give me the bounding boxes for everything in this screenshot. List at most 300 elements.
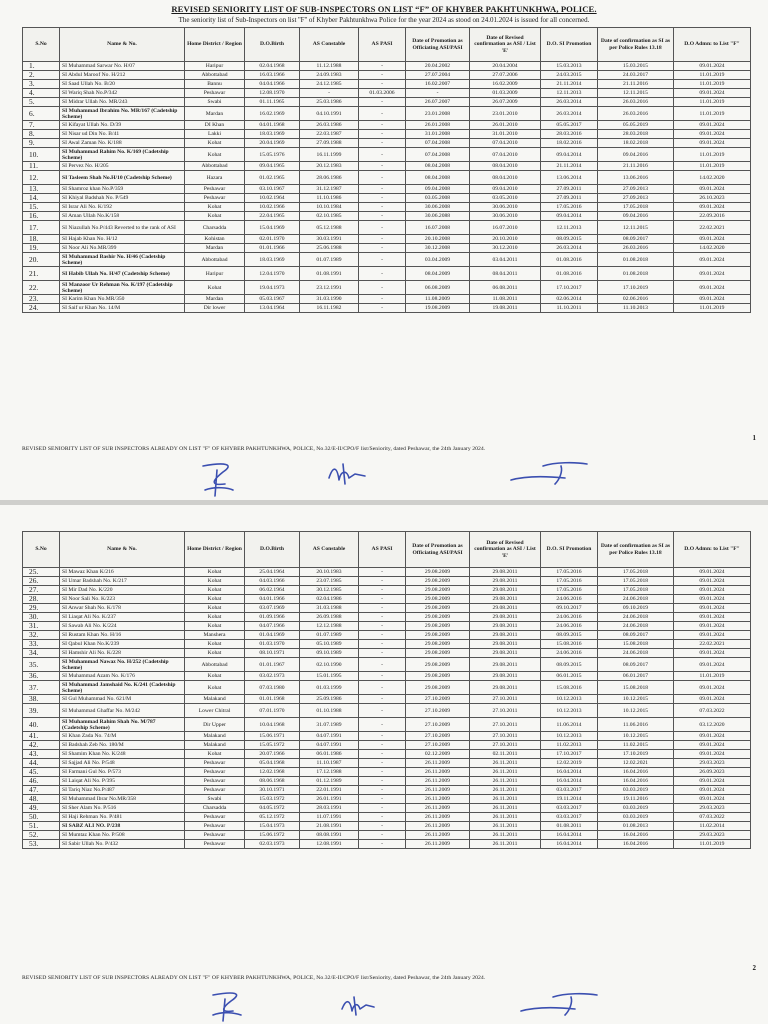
- table-cell: Abbottabad: [185, 658, 245, 672]
- officer-name: SI Shamroz khan No.P/359: [60, 185, 185, 194]
- table-cell: 18.03.1969: [245, 130, 300, 139]
- table-cell: 09.01.2024: [674, 741, 751, 750]
- table-cell: 08.04.2011: [470, 267, 541, 281]
- officer-name: SI Muhammad Rahim No. K/169 (Cadetship Scheme): [60, 148, 185, 162]
- table-cell: 01.08.2016: [541, 267, 598, 281]
- table-cell: 09.04.2008: [406, 185, 470, 194]
- table-cell: 03.03.2017: [541, 813, 598, 822]
- table-cell: 15.05.1976: [245, 148, 300, 162]
- signature-2-icon: [338, 995, 378, 1017]
- table-cell: 29.08.2011: [470, 604, 541, 613]
- table-cell: 09.04.2016: [598, 212, 674, 221]
- table-cell: Mardan: [185, 244, 245, 253]
- table-cell: 15.01.1995: [300, 672, 359, 681]
- table-cell: Kohat: [185, 148, 245, 162]
- table-cell: 12.02.2021: [598, 759, 674, 768]
- officer-name: SI Saif ur Khan No. 14/M: [60, 304, 185, 313]
- table-cell: 22.03.1987: [300, 130, 359, 139]
- table-cell: Peshawar: [185, 813, 245, 822]
- table-cell: -: [359, 577, 406, 586]
- table-cell: 09.01.2024: [674, 568, 751, 577]
- serial-number: 45.: [23, 768, 60, 777]
- officer-name: SI Midrar Ullah No. MR/243: [60, 98, 185, 107]
- table-cell: -: [359, 80, 406, 89]
- serial-number: 29.: [23, 604, 60, 613]
- table-cell: 22.02.2021: [674, 640, 751, 649]
- table-cell: 08.06.1968: [245, 777, 300, 786]
- table-cell: 05.03.1967: [245, 295, 300, 304]
- table-cell: 21.11.2016: [598, 162, 674, 171]
- table-cell: Kohat: [185, 139, 245, 148]
- table-cell: 27.09.2011: [541, 194, 598, 203]
- table-cell: 15.04.1969: [245, 221, 300, 235]
- table-cell: -: [359, 604, 406, 613]
- table-cell: 29.03.2023: [674, 804, 751, 813]
- table-cell: 31.01.2008: [406, 130, 470, 139]
- serial-number: 52.: [23, 831, 60, 840]
- table-cell: -: [359, 235, 406, 244]
- table-cell: -: [359, 831, 406, 840]
- table-cell: 03.10.1967: [245, 185, 300, 194]
- table-cell: 27.09.2011: [541, 185, 598, 194]
- table-cell: 28.06.1986: [300, 171, 359, 185]
- table-cell: 19.11.2016: [598, 795, 674, 804]
- table-cell: 08.09.2015: [541, 631, 598, 640]
- table-cell: 15.06.1971: [245, 732, 300, 741]
- table-cell: Hazara: [185, 171, 245, 185]
- table-cell: 29.08.2009: [406, 568, 470, 577]
- table-cell: 26.11.2011: [470, 840, 541, 849]
- table-cell: 04.07.1991: [300, 741, 359, 750]
- table-cell: 03.04.2009: [406, 253, 470, 267]
- table-cell: 26.03.2014: [541, 107, 598, 121]
- table-cell: 01.04.1969: [245, 631, 300, 640]
- table-cell: 03.05.2010: [470, 194, 541, 203]
- table-cell: 16.04.2016: [598, 831, 674, 840]
- table-cell: 27.10.2009: [406, 695, 470, 704]
- table-row: [23, 732, 751, 741]
- serial-number: 8.: [23, 130, 60, 139]
- table-cell: 01.09.1966: [245, 613, 300, 622]
- column-header: Name & No.: [60, 532, 185, 568]
- serial-number: 37.: [23, 681, 60, 695]
- officer-name: SI Sabir Ullah No. P/432: [60, 840, 185, 849]
- table-row: [23, 107, 751, 121]
- table-header-row: [23, 532, 751, 568]
- table-cell: 12.11.2015: [598, 89, 674, 98]
- table-cell: 09.01.2024: [674, 658, 751, 672]
- table-cell: 11.02.2014: [674, 822, 751, 831]
- table-cell: 30.12.2010: [470, 244, 541, 253]
- table-cell: 12.02.2019: [541, 759, 598, 768]
- table-cell: 09.01.2024: [674, 253, 751, 267]
- table-cell: 22.01.1991: [300, 786, 359, 795]
- serial-number: 19.: [23, 244, 60, 253]
- officer-name: SI Sawab Ali No. K/224: [60, 622, 185, 631]
- table-cell: 08.04.2009: [406, 267, 470, 281]
- table-cell: 01.12.1989: [300, 777, 359, 786]
- officer-name: SI Haji Rehman No. P/481: [60, 813, 185, 822]
- table-cell: 09.01.2024: [674, 613, 751, 622]
- table-cell: -: [359, 822, 406, 831]
- table-cell: 20.10.1983: [300, 568, 359, 577]
- table-cell: 10.12.2013: [541, 704, 598, 718]
- table-cell: 20.10.2008: [406, 235, 470, 244]
- table-cell: 20.04.2004: [470, 62, 541, 71]
- column-header: AS PASI: [359, 28, 406, 62]
- page-number: 2: [752, 964, 756, 972]
- table-cell: 26.11.2011: [470, 813, 541, 822]
- table-row: [23, 813, 751, 822]
- table-cell: Mardan: [185, 107, 245, 121]
- column-header: D.O. SI Promotion: [541, 532, 598, 568]
- serial-number: 47.: [23, 786, 60, 795]
- table-row: [23, 98, 751, 107]
- table-cell: Peshawar: [185, 777, 245, 786]
- table-cell: -: [359, 148, 406, 162]
- serial-number: 30.: [23, 613, 60, 622]
- table-cell: 02.10.1985: [300, 212, 359, 221]
- table-cell: 12.08.1991: [300, 840, 359, 849]
- officer-name: SI Muhammad Nawaz No. H/252 (Cadetship Scheme): [60, 658, 185, 672]
- column-header: Date of Promotion as Officiating ASI/PASI: [406, 532, 470, 568]
- table-cell: 04.01.1966: [245, 595, 300, 604]
- table-cell: -: [359, 281, 406, 295]
- officer-name: SI Khan Zada No. 74/M: [60, 732, 185, 741]
- table-cell: 06.01.2017: [598, 672, 674, 681]
- table-row: [23, 71, 751, 80]
- table-cell: DI Khan: [185, 121, 245, 130]
- officer-name: SI Wariq Shah No.P/342: [60, 89, 185, 98]
- table-cell: 24.12.1985: [300, 80, 359, 89]
- table-cell: -: [359, 759, 406, 768]
- column-header: D.O Admn: to List "F": [674, 28, 751, 62]
- table-cell: 14.02.2020: [674, 171, 751, 185]
- table-cell: 27.10.2009: [406, 704, 470, 718]
- officer-name: SI Sher Alam No. P/516: [60, 804, 185, 813]
- table-cell: 16.04.2014: [541, 777, 598, 786]
- table-cell: Kohat: [185, 595, 245, 604]
- officer-name: SI Muhammad Sarwar No. H/07: [60, 62, 185, 71]
- table-cell: 31.03.1988: [300, 604, 359, 613]
- table-cell: 06.02.1964: [245, 586, 300, 595]
- serial-number: 14.: [23, 194, 60, 203]
- table-cell: -: [359, 658, 406, 672]
- officer-name: SI Muhammad Ibrar No.MR/358: [60, 795, 185, 804]
- table-cell: Mardan: [185, 295, 245, 304]
- officer-name: SI Saad Ullah No. B/20: [60, 80, 185, 89]
- table-cell: 26.03.2016: [598, 107, 674, 121]
- table-cell: Abbottabad: [185, 162, 245, 171]
- column-header: Home District / Region: [185, 28, 245, 62]
- table-cell: 26.03.2014: [541, 98, 598, 107]
- column-header: Home District / Region: [185, 532, 245, 568]
- table-cell: 03.05.2008: [406, 194, 470, 203]
- serial-number: 31.: [23, 622, 60, 631]
- officer-name: SI Aman Ullah No.K/158: [60, 212, 185, 221]
- officer-name: SI Khiyal Badshah No. P/549: [60, 194, 185, 203]
- officer-name: SI Mir Dad No. K/220: [60, 586, 185, 595]
- table-cell: 02.01.1970: [245, 235, 300, 244]
- column-header: Date of confirmation as SI as per Police Rules 13.18: [598, 28, 674, 62]
- table-cell: -: [359, 718, 406, 732]
- table-cell: 16.04.2016: [598, 840, 674, 849]
- table-cell: 24.06.2016: [541, 613, 598, 622]
- column-header: D.O. SI Promotion: [541, 28, 598, 62]
- serial-number: 16.: [23, 212, 60, 221]
- officer-name: SI Badshah Zeb No. 180/M: [60, 741, 185, 750]
- table-cell: 26.11.2011: [470, 822, 541, 831]
- table-cell: 09.01.2024: [674, 235, 751, 244]
- table-cell: 24.06.2016: [541, 649, 598, 658]
- table-cell: 27.09.2013: [598, 194, 674, 203]
- serial-number: 51.: [23, 822, 60, 831]
- table-row: [23, 89, 751, 98]
- table-cell: 01.08.2013: [598, 822, 674, 831]
- table-cell: 09.01.2024: [674, 777, 751, 786]
- table-cell: 17.05.2016: [541, 203, 598, 212]
- table-cell: 26.11.2011: [470, 777, 541, 786]
- table-row: [23, 604, 751, 613]
- table-cell: Kohat: [185, 681, 245, 695]
- table-cell: 03.07.1969: [245, 604, 300, 613]
- officer-name: SI Gul Muhammad No. 621/M: [60, 695, 185, 704]
- serial-number: 41.: [23, 732, 60, 741]
- table-cell: Kohat: [185, 672, 245, 681]
- officer-name: SI Muhammad Rahim Shah No. M/787 (Cadetship Scheme): [60, 718, 185, 732]
- column-header: D.O.Birth: [245, 28, 300, 62]
- table-cell: 11.12.1988: [300, 62, 359, 71]
- table-cell: 16.04.2016: [598, 777, 674, 786]
- table-cell: 09.01.2024: [674, 267, 751, 281]
- table-cell: Abbottabad: [185, 253, 245, 267]
- table-cell: 12.11.2013: [541, 221, 598, 235]
- table-cell: 11.01.2019: [674, 148, 751, 162]
- table-cell: 11.01.2019: [674, 107, 751, 121]
- table-cell: 29.08.2009: [406, 586, 470, 595]
- officer-name: SI Tasleem Shah No.H/10 (Cadetship Scheme): [60, 171, 185, 185]
- table-cell: 03.02.1973: [245, 672, 300, 681]
- table-cell: Kohat: [185, 649, 245, 658]
- table-cell: 12.11.2013: [541, 89, 598, 98]
- table-cell: 01.02.1965: [245, 171, 300, 185]
- table-cell: 27.10.2011: [470, 704, 541, 718]
- table-row: [23, 586, 751, 595]
- table-cell: 24.06.2016: [541, 622, 598, 631]
- table-cell: 11.01.2019: [674, 162, 751, 171]
- table-cell: -: [359, 295, 406, 304]
- table-cell: 29.08.2009: [406, 649, 470, 658]
- table-cell: 15.08.2016: [541, 640, 598, 649]
- column-header: Date of Revised confirmation as ASI / List 'E': [470, 28, 541, 62]
- table-cell: 09.01.2024: [674, 681, 751, 695]
- table-cell: 29.08.2011: [470, 631, 541, 640]
- table-cell: 08.04.2010: [470, 162, 541, 171]
- table-row: [23, 786, 751, 795]
- table-cell: 17.10.2019: [598, 281, 674, 295]
- table-cell: 29.08.2009: [406, 595, 470, 604]
- table-row: [23, 631, 751, 640]
- table-cell: Kohat: [185, 750, 245, 759]
- table-row: [23, 295, 751, 304]
- table-cell: 15.08.2018: [598, 681, 674, 695]
- table-cell: -: [359, 107, 406, 121]
- table-row: [23, 595, 751, 604]
- table-cell: Manshera: [185, 631, 245, 640]
- footer-reference: REVISED SENIORITY LIST OF SUB INSPECTORS ALREADY ON LIST "F" OF KHYBER PAKHTUNKHWA, POLICE, No.32/E-II/CPO/F list/Seniority, dated Peshawar, the 24th January 2024.: [22, 446, 486, 452]
- table-cell: 07.04.2008: [406, 148, 470, 162]
- officer-name: SI Qabul Khan No.K/239: [60, 640, 185, 649]
- table-cell: -: [406, 89, 470, 98]
- table-cell: 26.07.2007: [406, 98, 470, 107]
- table-cell: 26.11.2009: [406, 822, 470, 831]
- table-cell: 02.04.1986: [300, 595, 359, 604]
- table-cell: 17.10.2017: [541, 750, 598, 759]
- table-cell: 27.07.2004: [406, 71, 470, 80]
- serial-number: 49.: [23, 804, 60, 813]
- table-cell: 13.06.2016: [598, 171, 674, 185]
- table-cell: Swabi: [185, 795, 245, 804]
- table-cell: Kohistan: [185, 235, 245, 244]
- table-cell: -: [359, 244, 406, 253]
- column-header: D.O Admn: to List "F": [674, 532, 751, 568]
- officer-name: SI Anwar Shah No. K/178: [60, 604, 185, 613]
- serial-number: 24.: [23, 304, 60, 313]
- table-cell: Kohat: [185, 577, 245, 586]
- officer-name: SI Manzoor Ur Rehman No. K/197 (Cadetship Scheme): [60, 281, 185, 295]
- table-cell: 05.05.2019: [598, 121, 674, 130]
- table-cell: 09.01.2024: [674, 121, 751, 130]
- table-cell: 12.11.2015: [598, 221, 674, 235]
- column-header: AS PASI: [359, 532, 406, 568]
- table-cell: 26.03.2014: [541, 244, 598, 253]
- table-cell: Haripur: [185, 267, 245, 281]
- table-cell: Haripur: [185, 62, 245, 71]
- table-cell: 26.11.2009: [406, 804, 470, 813]
- table-cell: -: [359, 221, 406, 235]
- officer-name: SI Muhammad Ibrahim No. MR/167 (Cadetship Scheme): [60, 107, 185, 121]
- table-cell: 01.08.1991: [300, 267, 359, 281]
- table-cell: 29.08.2009: [406, 640, 470, 649]
- seniority-table-page-1: [22, 27, 751, 313]
- table-cell: 22.02.2021: [674, 221, 751, 235]
- table-cell: 21.11.2016: [598, 80, 674, 89]
- table-cell: 27.09.1988: [300, 139, 359, 148]
- serial-number: 26.: [23, 577, 60, 586]
- table-row: [23, 704, 751, 718]
- officer-name: SI SABZ ALI NO. P/238: [60, 822, 185, 831]
- table-cell: Abbottabad: [185, 71, 245, 80]
- table-cell: 18.02.2016: [541, 139, 598, 148]
- table-cell: -: [359, 741, 406, 750]
- table-cell: 29.08.2009: [406, 631, 470, 640]
- table-row: [23, 750, 751, 759]
- table-cell: 17.05.2016: [541, 577, 598, 586]
- table-row: [23, 695, 751, 704]
- table-cell: Peshawar: [185, 840, 245, 849]
- table-cell: 24.06.2018: [598, 622, 674, 631]
- signature-2-icon: [325, 462, 375, 487]
- table-row: [23, 253, 751, 267]
- table-cell: -: [359, 649, 406, 658]
- serial-number: 40.: [23, 718, 60, 732]
- officer-name: SI Sajjad Ali No. P/548: [60, 759, 185, 768]
- table-cell: 26.07.2009: [470, 98, 541, 107]
- table-cell: 11.02.2015: [598, 741, 674, 750]
- serial-number: 7.: [23, 121, 60, 130]
- table-row: [23, 649, 751, 658]
- table-cell: 30.12.2008: [406, 244, 470, 253]
- column-header: Date of confirmation as SI as per Police Rules 13.18: [598, 532, 674, 568]
- table-cell: 04.07.1991: [300, 732, 359, 741]
- table-cell: Kohat: [185, 613, 245, 622]
- table-cell: 16.04.2014: [541, 768, 598, 777]
- table-cell: 21.11.2014: [541, 162, 598, 171]
- table-row: [23, 658, 751, 672]
- table-cell: 02.03.1973: [245, 840, 300, 849]
- table-cell: 06.01.2015: [541, 672, 598, 681]
- table-cell: 14.02.2020: [674, 244, 751, 253]
- officer-name: SI Awal Zaman No. K/188: [60, 139, 185, 148]
- table-cell: Peshawar: [185, 194, 245, 203]
- seniority-table-page-2: [22, 531, 751, 849]
- table-cell: 26.11.2009: [406, 786, 470, 795]
- officer-name: SI Hamshir Ali No. K/228: [60, 649, 185, 658]
- table-cell: 04.03.1966: [245, 577, 300, 586]
- table-row: [23, 804, 751, 813]
- table-cell: 29.08.2011: [470, 649, 541, 658]
- table-cell: 01.08.2018: [598, 253, 674, 267]
- table-row: [23, 235, 751, 244]
- serial-number: 46.: [23, 777, 60, 786]
- table-cell: Peshawar: [185, 831, 245, 840]
- table-cell: Peshawar: [185, 768, 245, 777]
- table-cell: 09.01.2024: [674, 130, 751, 139]
- table-cell: 01.08.2011: [541, 822, 598, 831]
- table-cell: -: [359, 732, 406, 741]
- serial-number: 35.: [23, 658, 60, 672]
- table-cell: 26.11.2011: [470, 759, 541, 768]
- table-cell: Kohat: [185, 568, 245, 577]
- table-cell: 26.03.1986: [300, 121, 359, 130]
- table-cell: 08.09.2017: [598, 658, 674, 672]
- table-cell: 09.01.2024: [674, 281, 751, 295]
- table-cell: 16.07.2010: [470, 221, 541, 235]
- table-cell: 20.12.1983: [300, 162, 359, 171]
- table-cell: 09.01.2024: [674, 577, 751, 586]
- table-cell: 29.08.2011: [470, 681, 541, 695]
- table-cell: 29.08.2011: [470, 622, 541, 631]
- table-cell: 27.07.2006: [470, 71, 541, 80]
- table-cell: 09.01.2024: [674, 89, 751, 98]
- table-cell: 10.02.1964: [245, 194, 300, 203]
- column-header: S.No: [23, 28, 60, 62]
- table-row: [23, 162, 751, 171]
- table-row: [23, 139, 751, 148]
- table-cell: -: [359, 695, 406, 704]
- serial-number: 27.: [23, 586, 60, 595]
- table-row: [23, 831, 751, 840]
- table-cell: 23.07.1985: [300, 577, 359, 586]
- table-cell: 03.03.2019: [598, 813, 674, 822]
- table-row: [23, 194, 751, 203]
- table-cell: 09.01.2024: [674, 62, 751, 71]
- table-cell: -: [359, 171, 406, 185]
- table-cell: 27.09.2013: [598, 185, 674, 194]
- table-cell: 02.12.2009: [406, 750, 470, 759]
- table-cell: 25.04.1964: [245, 568, 300, 577]
- serial-number: 18.: [23, 235, 60, 244]
